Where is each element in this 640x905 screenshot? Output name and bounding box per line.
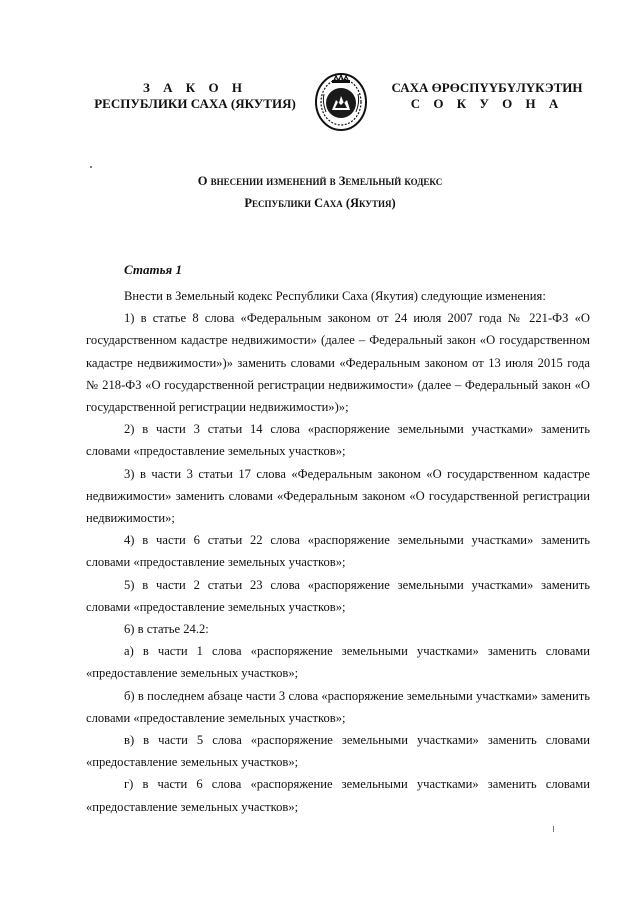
article-paragraph: 4) в части 6 статьи 22 слова «распоряжение земельными участками» заменить словами «предоставление земельных участков»;: [86, 533, 590, 570]
scan-mark: [553, 826, 554, 832]
header-left: [80, 80, 310, 112]
article-paragraph: а) в части 1 слова «распоряжение земельными участками» заменить словами «предоставление земельных участков»;: [86, 644, 590, 681]
article-paragraph: 3) в части 3 статьи 17 слова «Федеральным законом «О государственном кадастре недвижимости» заменить словами «Федеральным законом «О государственной регистрации недвижимости»;: [86, 466, 590, 526]
article-paragraph: Внести в Земельный кодекс Республики Саха (Якутия) следующие изменения:: [124, 289, 546, 303]
law-title-line1: О внесении изменений в Земельный кодекс: [197, 174, 443, 188]
header-right-line1: САХА ӨРӨСПҮҮБҮЛҮКЭТИН: [391, 80, 583, 95]
scan-speck: [90, 166, 92, 168]
article-paragraph: 2) в части 3 статьи 14 слова «распоряжение земельными участками» заменить словами «предоставление земельных участков»;: [86, 422, 590, 459]
law-title-line2: Республики Саха (Якутия): [244, 196, 396, 210]
header-right: [372, 80, 602, 112]
article-paragraph: 5) в части 2 статьи 23 слова «распоряжение земельными участками» заменить словами «предоставление земельных участков»;: [86, 577, 590, 614]
article-paragraph: 1) в статье 8 слова «Федеральным законом от 24 июля 2007 года № 221-ФЗ «О государственном кадастре недвижимости» (далее – Федеральный закон «О государственном кадастре недвижимости»)» заменить словами «Федеральным законом от 13 июля 2015 года № 218-ФЗ «О государственной регистрации недвижимости» (далее – Федеральный закон «О государственной регистрации недвижимости»)»;: [86, 311, 590, 415]
article-paragraph: 6) в статье 24.2:: [124, 622, 209, 637]
article-body: [86, 285, 590, 818]
header-right-line2: С О К У О Н А: [410, 96, 564, 111]
header-left-line1: З А К О Н: [143, 80, 247, 95]
coat-of-arms-emblem-icon: [314, 72, 368, 132]
article-paragraph: в) в части 5 слова «распоряжение земельными участками» заменить словами «предоставление земельных участков»;: [86, 733, 590, 770]
header-left-line2: РЕСПУБЛИКИ САХА (ЯКУТИЯ): [94, 96, 296, 111]
article-paragraph: б) в последнем абзаце части 3 слова «распоряжение земельными участками» заменить словами «предоставление земельных участков»;: [86, 688, 590, 725]
article-paragraph: г) в части 6 слова «распоряжение земельными участками» заменить словами «предоставление земельных участков»;: [86, 777, 590, 814]
article-heading: Статья 1: [124, 262, 182, 277]
